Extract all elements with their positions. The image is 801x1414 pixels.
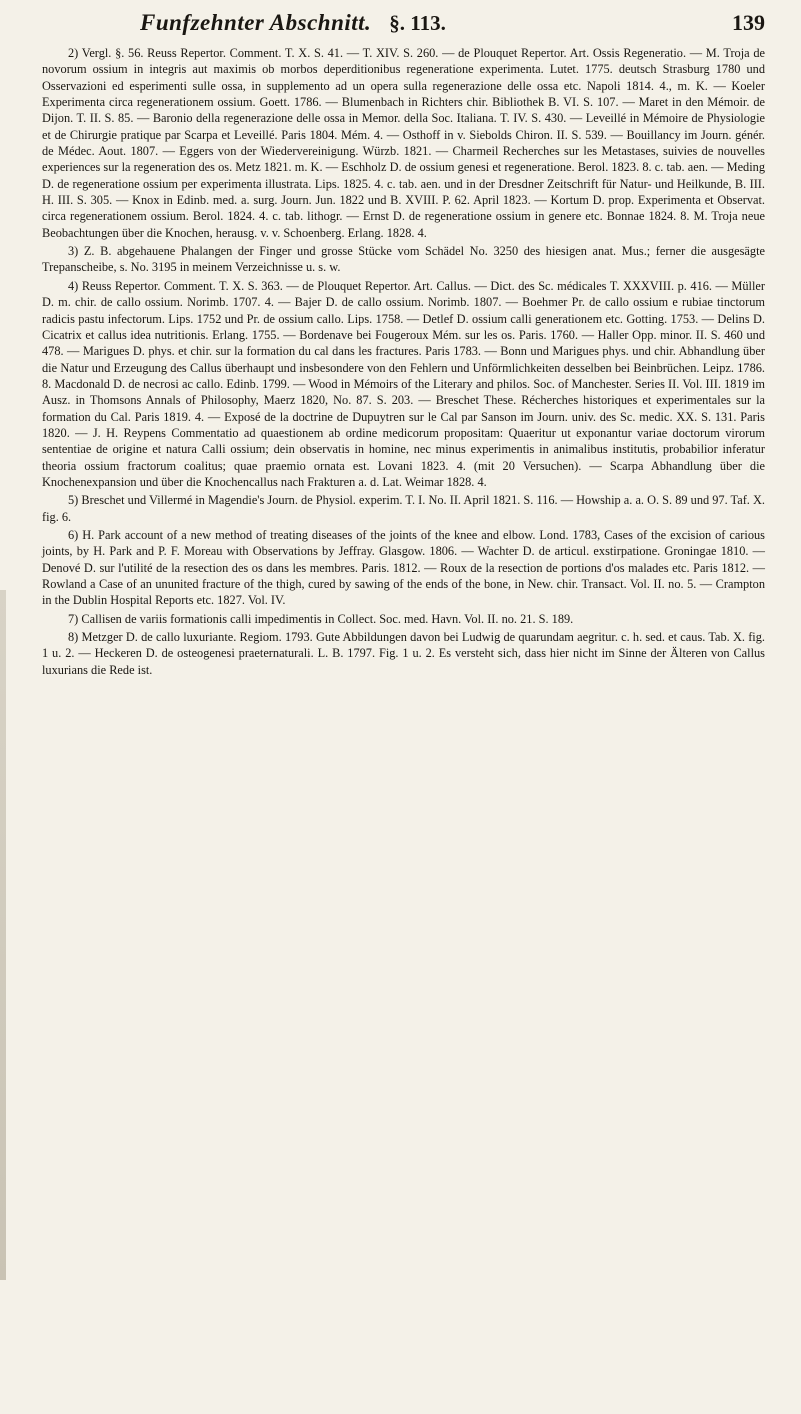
footnote <box>42 611 765 627</box>
footnote-number: 6) <box>68 527 79 542</box>
footnote-number: 8) <box>68 630 79 645</box>
section-number: §. 113. <box>389 11 446 35</box>
footnote-text: Z. B. abgehauene Phalangen der Finger und grosse Stücke vom Schädel No. 3250 des hiesigen anat. Mus.; ferner die ausgesägte Trepanscheibe, s. No. 3195 in meinem Verzeichnisse u. s. w. <box>42 244 765 275</box>
page-edge-shadow <box>0 590 6 1280</box>
footnote-text: Callisen de variis formationis calli impedimentis in Collect. Soc. med. Havn. Vol. II. no. 21. S. 189. <box>81 611 574 626</box>
footnote-text: Metzger D. de callo luxuriante. Regiom. 1793. Gute Abbildungen davon bei Ludwig de quarundam aegritur. c. h. sed. et caus. Tab. X. fig. 1 u. 2. — Heckeren D. de osteogenesi praeternaturali. L. B. 1797. Fig. 1 u. 2. Es versteht sich, dass hier nicht im Sinne der Älteren von Callus luxurians die Rede ist. <box>42 630 765 677</box>
running-header <box>42 10 765 40</box>
footnote <box>42 278 765 490</box>
footnote-text: Vergl. §. 56. Reuss Repertor. Comment. T. X. S. 41. — T. XIV. S. 260. — de Plouquet Repertor. Art. Ossis Regeneratio. — M. Troja de novorum ossium in integris aut maximis ob morbos deperditionibus regeneratione experimenta. Lutet. 1775. deutsch Strasburg 1780 und Osservazioni ed esperimenti sulle ossa, in supplemento ad un opera sulla regenerazione delle ossa etc. Napoli 1814. 4., m. K. — Koeler Experimenta circa regenerationem ossium. Goett. 1786. — Blumenbach in Richters chir. Bibliothek B. VI. S. 107. — Maret in den Mémoir. de Dijon. T. II. S. 85. — Baronio della regenerazione delle ossa in Memor. della Soc. Italiana. T. IV. S. 430. — Leveillé in Mémoire de Physiologie et de Chirurgie pratique par Scarpa et Leveillé. Paris 1804. Mém. 4. — Osthoff in v. Siebolds Chiron. II. S. 539. — Bouillancy im Journ. génér. de Médec. Aout. 1807. — Eggers von der Wiedervereinigung. Würzb. 1821. — Charmeil Recherches sur les Metastases, suivies de nouvelles experiences sur la regeneration des os. Metz 1821. m. K. — Eschholz D. de ossium genesi et regeneratione. Berol. 1823. 8. c. tab. aen. — Meding D. de regeneratione ossium per experimenta illustrata. Lips. 1825. 4. c. tab. aen. und in der Dresdner Zeitschrift für Natur- und Heilkunde, B. III. H. III. S. 305. — Knox in Edinb. med. a. surg. Journ. Jun. 1822 und B. XVIII. P. 62. April 1823. — Kortum D. prop. Experimenta et Observat. circa regenerationem ossium. Berol. 1824. 4. c. tab. lithogr. — Ernst D. de regeneratione ossium in genere etc. Bonnae 1824. 8. M. Troja neue Beobachtungen über die Knochen, herausg. v. v. Schoenberg. Erlang. 1828. 4. <box>42 46 765 240</box>
footnote-number: 3) <box>68 244 79 259</box>
chapter-title: Funfzehnter Abschnitt. <box>140 10 372 35</box>
footnote <box>42 629 765 678</box>
footnotes <box>42 45 765 678</box>
footnote-number: 7) <box>68 611 79 626</box>
header-left <box>140 10 446 36</box>
page-number: 139 <box>732 10 765 35</box>
footnote-text: H. Park account of a new method of treating diseases of the joints of the knee and elbow. Lond. 1783, Cases of the excision of carious joints, by H. Park and P. F. Moreau with Observations by Jeffray. Glasgow. 1806. — Wachter D. de articul. exstirpatione. Groningae 1810. — Denové D. sur l'utilité de la resection des os dans les membres. Paris. 1812. — Roux de la resection de portions d'os malades etc. Paris 1812. — Rowland a Case of an ununited fracture of the thigh, cured by sawing of the ends of the bone, in New. chir. Transact. Vol. II. no. 5. — Crampton in the Dublin Hospital Reports etc. 1827. Vol. IV. <box>42 527 765 608</box>
footnote-number: 2) <box>68 46 79 60</box>
footnote <box>42 527 765 609</box>
footnote <box>42 243 765 276</box>
footnote <box>42 45 765 241</box>
footnote-number: 4) <box>68 278 79 293</box>
footnote-text: Breschet und Villermé in Magendie's Journ. de Physiol. experim. T. I. No. II. April 1821. S. 116. — Howship a. a. O. S. 89 und 97. Taf. X. fig. 6. <box>42 493 765 524</box>
footnote-number: 5) <box>68 493 79 508</box>
footnote-text: Reuss Repertor. Comment. T. X. S. 363. — de Plouquet Repertor. Art. Callus. — Dict. des Sc. médicales T. XXXVIII. p. 416. — Müller D. m. chir. de callo ossium. Norimb. 1707. 4. — Bajer D. de callo ossium. Norimb. 1807. — Boehmer Pr. de callo ossium e rubiae tinctorum radicis pastu infectorum. Lips. 1752 und Pr. de ossium callo. Lips. 1758. — Detlef D. ossium calli generationem etc. Gotting. 1753. — Delins D. Cicatrix et callus idea nutritionis. Erlang. 1755. — Bordenave bei Fougeroux Mém. sur les os. Paris. 1760. — Haller Opp. minor. II. S. 460 und 478. — Marigues D. phys. et chir. sur la formation du cal dans les fractures. Paris 1783. — Bonn und Marigues phys. und chir. Abhandlung über die Natur und Erzeugung des Callus überhaupt und insbesondere von den Fehlern und Unförmlichkeiten desselben bei Beinbrüchen. Leipz. 1786. 8. Macdonald D. de necrosi ac callo. Edinb. 1799. — Wood in Mémoirs of the Literary and philos. Soc. of Manchester. Series II. Vol. III. 1819 im Ausz. in Thomsons Annals of Philosophy, Maerz 1820, No. 87. S. 203. — Breschet These. Récherches historiques et experimentales sur la formation du Cal. Paris 1819. 4. — Exposé de la doctrine de Dupuytren sur le Cal par Sanson im Journ. univ. des Sc. medic. XX. S. 131. Paris 1820. — J. H. Reypens Commentatio ad quaestionem ab ordine medicorum propositam: Quaeritur ut exponantur variae doctorum virorum sententiae de origine et natura Calli ossium; dein observatis in homine, nec minus experimentis in animalibus institutis, probabilior inferatur theoria ossium fractorum coalitus; quae praemio ornata est. Lovani 1823. 4. (mit 20 Versuchen). — Scarpa Abhandlung über die Knochenexpansion und über die Knochencallus nach Frakturen a. d. Lat. Weimar 1828. 4. <box>42 278 765 489</box>
footnote <box>42 492 765 525</box>
